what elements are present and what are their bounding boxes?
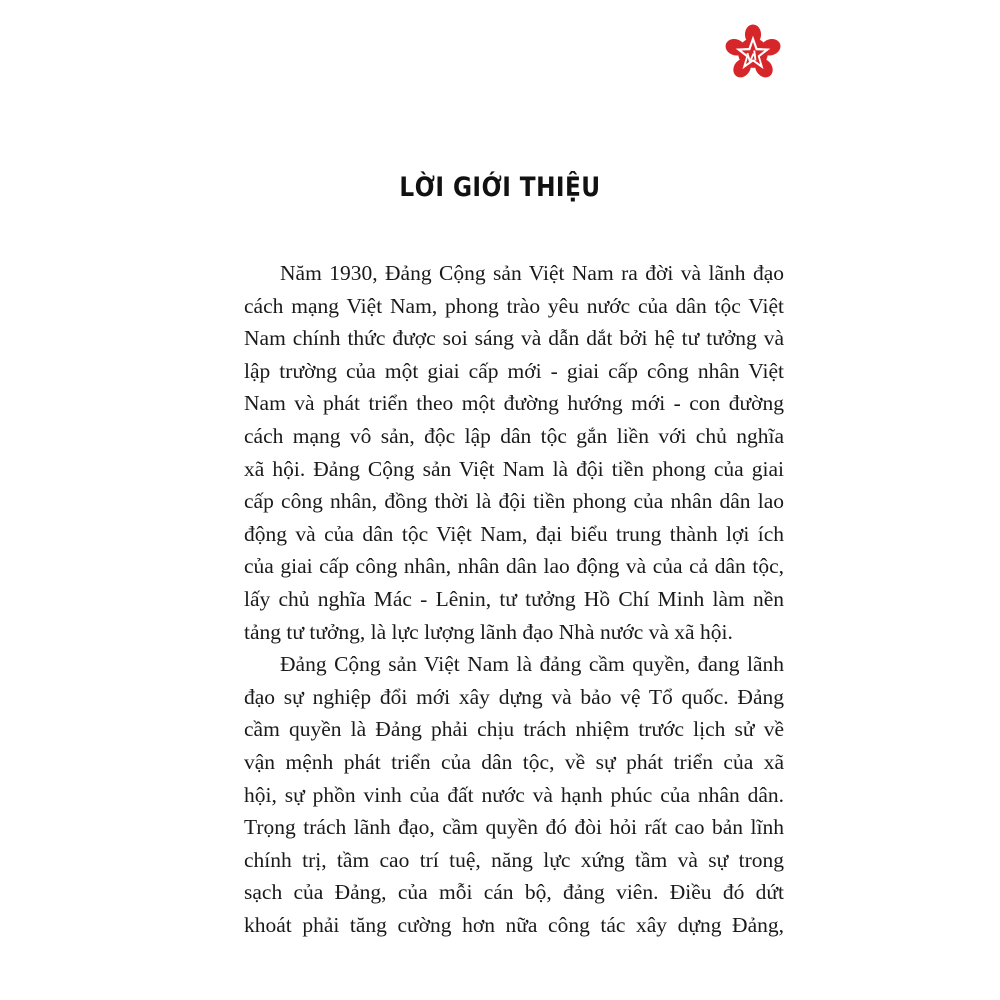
paragraph-2 xyxy=(244,648,784,941)
text-line: Trọng trách lãnh đạo, cầm quyền đó đòi hỏi rất cao bản lĩnh xyxy=(244,815,784,840)
text-line: cấp công nhân, đồng thời là đội tiền phong của nhân dân lao xyxy=(244,489,784,514)
text-line: đạo sự nghiệp đổi mới xây dựng và bảo vệ Tổ quốc. Đảng xyxy=(244,684,784,709)
text-line: Đảng Cộng sản Việt Nam là đảng cầm quyền, đang lãnh xyxy=(280,652,784,677)
text-line: lập trường của một giai cấp mới - giai cấp công nhân Việt xyxy=(244,358,784,383)
paragraph-1 xyxy=(244,257,784,648)
text-line: Nam chính thức được soi sáng và dẫn dắt bởi hệ tư tưởng và xyxy=(244,326,784,351)
text-line: xã hội. Đảng Cộng sản Việt Nam là đội tiền phong của giai xyxy=(244,456,784,481)
text-line: cầm quyền là Đảng phải chịu trách nhiệm trước lịch sử về xyxy=(244,717,784,742)
text-line: lấy chủ nghĩa Mác - Lênin, tư tưởng Hồ Chí Minh làm nền xyxy=(244,586,784,611)
text-line: vận mệnh phát triển của dân tộc, về sự phát triển của xã xyxy=(244,749,784,774)
text-line: Năm 1930, Đảng Cộng sản Việt Nam ra đời và lãnh đạo xyxy=(280,261,784,285)
text-line: khoát phải tăng cường hơn nữa công tác xây dựng Đảng, xyxy=(244,912,784,937)
star-emblem-icon xyxy=(722,22,784,84)
text-line: tảng tư tưởng, là lực lượng lãnh đạo Nhà nước và xã hội. xyxy=(244,619,733,644)
page-title: LỜI GIỚI THIỆU xyxy=(399,172,601,203)
text-line: Nam và phát triển theo một đường hướng mới - con đường xyxy=(244,391,784,416)
text-line: sạch của Đảng, của mỗi cán bộ, đảng viên. Điều đó dứt xyxy=(244,880,784,905)
text-line: của giai cấp công nhân, nhân dân lao động và của cả dân tộc, xyxy=(244,554,784,579)
text-line: cách mạng Việt Nam, phong trào yêu nước của dân tộc Việt xyxy=(244,293,784,318)
text-line: hội, sự phồn vinh của đất nước và hạnh phúc của nhân dân. xyxy=(244,782,784,807)
text-line: động và của dân tộc Việt Nam, đại biểu trung thành lợi ích xyxy=(244,521,784,546)
body-text xyxy=(244,257,784,941)
text-line: chính trị, tầm cao trí tuệ, năng lực xứng tầm và sự trong xyxy=(244,847,784,872)
text-line: cách mạng vô sản, độc lập dân tộc gắn liền với chủ nghĩa xyxy=(244,423,784,448)
